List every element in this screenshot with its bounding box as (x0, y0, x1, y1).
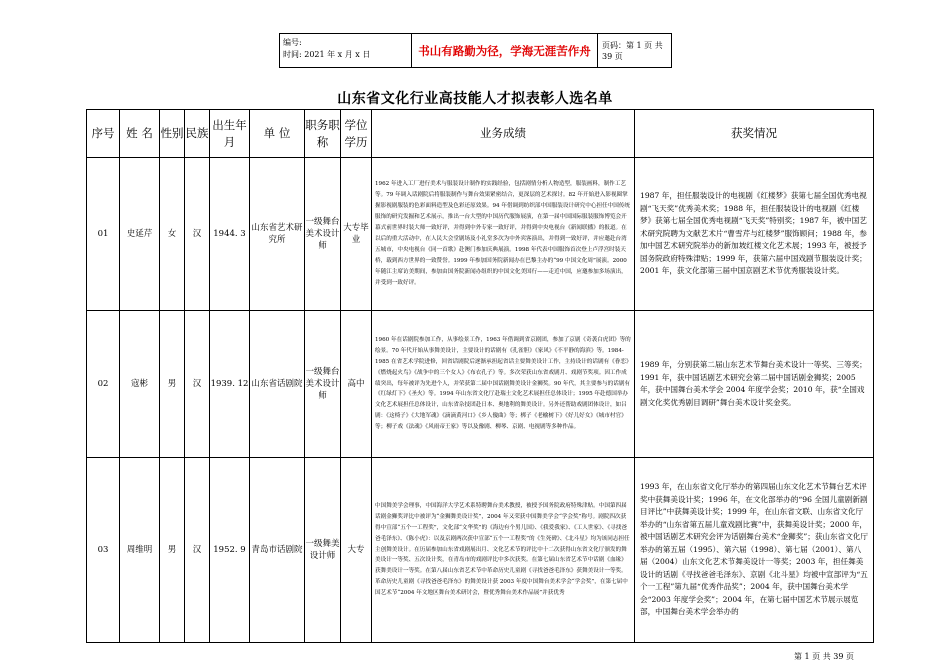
cell-birth: 1952. 9 (210, 458, 250, 643)
cell-birth: 1939. 12 (210, 311, 250, 458)
time-label: 时间: 2021 年 x 月 x 日 (283, 50, 371, 59)
cell-education: 大专 (341, 458, 372, 643)
cell-name: 史延芹 (120, 158, 160, 311)
col-header-education: 学位学历 (341, 110, 372, 158)
col-header-ethnicity: 民族 (185, 110, 210, 158)
number-label: 编号: (283, 38, 302, 47)
table-header-row (87, 110, 874, 158)
cell-performance: 1962 年进入工厂进行美术与服装设计制作的实践经验，包括剧情分析人物造型，服装画料，制作工艺等。79 年调入话剧院后将服装制作与舞台效果紧密结合，更深层的艺术探讨。82 年开始进入影视圈掌握影视剧服装的色彩面料造型及色彩还原效果。94 年借调到纺织部中国服装设计研究中心担任中国传统服饰的研究发掘和艺术展示，推出一台大型的中国历代服饰展演，在第一届中国国际服装服饰博览会开幕式前世界时装大师一致好评，并得到中外专家一致好评，并得到中央电视台《新闻联播》的报道。在以后的重大活动中，在人民大会堂剧场及小礼堂多次为中外宾客演出，并得到一致好评，并应邀赴台湾五城市，中央电视台《同一首歌》赴澳门参加庆典展演。1998 年代表中国服饰首次登上卢浮宫时装天桥，载到西方世界的一致赞誉。1999 年参加国务院新闻办在巴黎主办的“99 中国文化周”展演。2000 年随江主席访美期间，参加由国务院新闻办组织的中国文化美国行——走近中国，应邀参加多场演出，并受到一致好评。 (372, 158, 635, 311)
col-header-awards: 获奖情况 (635, 110, 874, 158)
cell-title: 一级舞台美术设计师 (305, 158, 341, 311)
cell-unit: 山东省话剧院 (250, 311, 305, 458)
cell-performance: 中国舞美学会理事，中国海洋大学艺术系特聘舞台美术教授，被授予国务院政府特殊津贴。中国第四届话剧金狮奖评比中被评为“金狮舞美设计奖”，2004 年又荣获中国舞美学会“学会奖”称号。剧院四次获得中宣部“五个一工程奖”，文化部“文华奖”的《海边有个男儿国》、《我爱我家》、《工人世家》、《寻找爸爸毛泽东》、《陈小虎》：以及京剧两次获中宣部“五个一工程奖”的《生死碑》、《北斗星》均为该同志担任主创舞美设计。在历届参加山东省戏剧展出月、文化艺术节的评比中十二次获得山东省文化厅颁发的舞美设计一等奖、五次设计奖，在青岛市的戏剧评比中多次获奖。在第七届山东省艺术节中话剧《血缘》获舞美设计一等奖。在第八届山东省艺术节中革命历史儿童剧《寻找爸爸毛泽东》获舞美设计一等奖。革命历史儿童剧《寻找爸爸毛泽东》的舞美设计获 2003 年度中国舞台美术学会“学会奖”，在第七届中国艺术节“2004 年文地区舞台美术研讨会，暨优秀舞台美术作品展”并获优秀 (372, 458, 635, 643)
cell-no: 02 (87, 311, 120, 458)
cell-awards: 1993 年，在山东省文化厅举办的第四届山东文化艺术节舞台艺术评奖中获舞美设计奖；1996 年，在文化部举办的“96 全国儿童剧新剧目评比”中获舞美设计奖；1999 年，在山东省文联、山东省文化厅举办的“山东省第五届儿童戏剧比赛”中，获舞美设计奖；2000 年，被中国话剧艺术研究会评为话剧舞台美术“金狮奖”；获山东省文化厅举办的第五届（1995）、第六届（1998）、第七届（2001）、第八届（2004）山东文化艺术节舞美设计一等奖；2003 年，担任舞美设计的话剧《寻找爸爸毛泽东》、京剧《北斗星》均被中宣部评为“五个一工程”第九届“优秀作品奖”；2004 年，获中国舞台美术学会“2003 年度学会奖”；2004 年，在第七届中国艺术节展示展览部，中国舞台美术学会举办的 (635, 458, 874, 643)
cell-ethnicity: 汉 (185, 458, 210, 643)
document-title: 山东省文化行业高技能人才拟表彰人选名单 (337, 91, 613, 107)
cell-name: 周维明 (120, 458, 160, 643)
page-header (279, 33, 672, 68)
cell-no: 03 (87, 458, 120, 643)
cell-gender: 男 (160, 311, 185, 458)
header-motto: 书山有路勤为径，学海无涯苦作舟 (412, 34, 598, 67)
header-page-label: 页码：第 1 页 共 39 页 (602, 40, 663, 61)
header-info (280, 34, 412, 67)
cell-awards: 1987 年，担任服装设计的电视剧《红楼梦》获第七届全国优秀电视剧“飞天奖”优秀美术奖；1988 年，担任服装设计的电视剧《红楼梦》获第七届全国优秀电视剧“飞天奖”特别奖；1987 年，被中国艺术研究院聘为文献艺术片“曹雪芹与红楼梦”服饰顾问；1988 年，参加中国艺术研究院举办的新加坡红楼文化艺术展；1993 年，被授予国务院政府特殊津贴；1999 年，获第六届中国戏剧节服装设计奖；2001 年，获文化部第三届中国京剧艺术节优秀服装设计奖。 (635, 158, 874, 311)
cell-unit: 山东省艺术研究所 (250, 158, 305, 311)
cell-education: 大专毕业 (341, 158, 372, 311)
col-header-gender: 性别 (160, 110, 185, 158)
cell-unit: 青岛市话剧院 (250, 458, 305, 643)
cell-gender: 男 (160, 458, 185, 643)
col-header-name: 姓 名 (120, 110, 160, 158)
cell-title: 一级舞美设计师 (305, 458, 341, 643)
col-header-birth: 出生年月 (210, 110, 250, 158)
nominee-table (86, 109, 874, 643)
col-header-performance: 业务成绩 (372, 110, 635, 158)
col-header-unit: 单 位 (250, 110, 305, 158)
table-row (87, 311, 874, 458)
cell-performance: 1960 年在话剧院参加工作，从事绘景工作，1963 年借调到省京剧团，参加了京剧《奇袭白虎团》等的绘景。70 年代开始从事舞美设计，主要设计的话剧有《孔雀胆》《家风》《不平静的海滨》等。1984-1985 在省艺术学院进修，回省话剧院后逐渐承担起省话主要舞美设计工作，主持设计的话剧有《眷恋》《燃烧起火鸟》《战争中的三个女人》《布衣孔子》等。多次荣获山东省戏剧月、戏剧节奖项。因工作成绩突出，每年被评为先进个人，并荣获第二届中国话剧舞美设计金狮奖。90 年代，其主要参与的话剧有《红绿灯下》《圣火》等。1994 年山东省文化厅赴瑞士文化艺术展担任总体设计；1995 年赴德国举办文化艺术展担任总体设计，山东省杂技团赴日本、奥地利的舞美设计。另外还帮助戏剧团体设计，如吕剧：《这椅子》《大地军魂》《滴滴黄河口》《乡人傻曲》等；梆子《老榆树下》《好儿好女》《城市村官》等；柳子戏《法魂》《风雨帝王家》等以及豫剧、柳琴、京剧、电视剧等多种作品。 (372, 311, 635, 458)
cell-birth: 1944. 3 (210, 158, 250, 311)
cell-education: 高中 (341, 311, 372, 458)
table-row (87, 158, 874, 311)
cell-awards: 1989 年，分别获第二届山东艺术节舞台美术设计一等奖、三等奖；1991 年，获中国话剧艺术研究会第二届中国话剧金狮奖；2005 年，获中国舞台美术学会 2004 年度学会奖；2010 年，获“全国戏剧文化奖优秀剧目调研”舞台美术设计奖金奖。 (635, 311, 874, 458)
cell-name: 寇彬 (120, 311, 160, 458)
cell-title: 一级舞台美术设计师 (305, 311, 341, 458)
col-header-title: 职务职称 (305, 110, 341, 158)
cell-no: 01 (87, 158, 120, 311)
table-row (87, 458, 874, 643)
cell-ethnicity: 汉 (185, 158, 210, 311)
cell-gender: 女 (160, 158, 185, 311)
page-footer: 第 1 页 共 39 页 (794, 652, 854, 661)
col-header-no: 序号 (87, 110, 120, 158)
cell-ethnicity: 汉 (185, 311, 210, 458)
